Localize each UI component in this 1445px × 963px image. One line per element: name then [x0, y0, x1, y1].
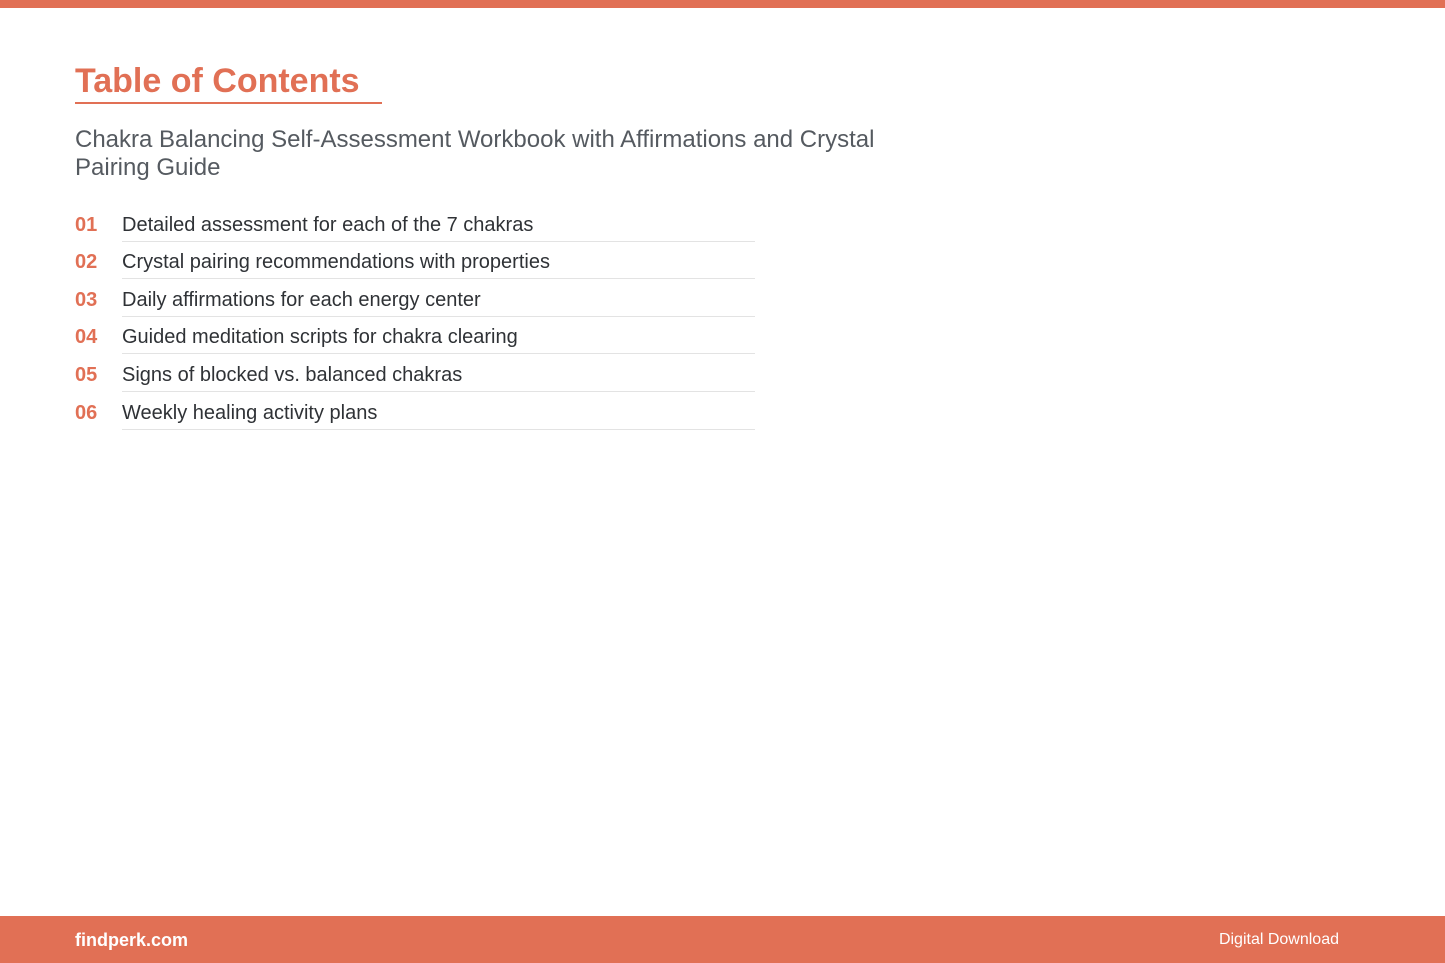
toc-item-number: 02	[75, 251, 98, 274]
toc-list	[75, 204, 755, 430]
toc-item-text: Guided meditation scripts for chakra clearing	[122, 323, 755, 354]
toc-item-text: Weekly healing activity plans	[122, 399, 755, 430]
toc-section	[75, 60, 895, 430]
toc-item-number: 03	[75, 288, 98, 311]
page-title: Table of Contents	[75, 60, 382, 104]
toc-item-number: 01	[75, 213, 98, 236]
toc-item-text: Detailed assessment for each of the 7 chakras	[122, 211, 755, 242]
toc-item-number: 06	[75, 401, 98, 424]
toc-item	[75, 317, 755, 355]
footer-brand: findperk.com	[75, 930, 189, 950]
document-subtitle: Chakra Balancing Self-Assessment Workbook with Affirmations and Crystal Pairing Guide	[75, 126, 875, 181]
toc-item	[75, 354, 755, 392]
toc-item	[75, 242, 755, 280]
top-accent-bar	[0, 0, 1445, 8]
toc-item-text: Signs of blocked vs. balanced chakras	[122, 361, 755, 392]
toc-item	[75, 204, 755, 242]
toc-item-number: 05	[75, 363, 98, 386]
toc-item	[75, 392, 755, 430]
toc-item-number: 04	[75, 326, 98, 349]
toc-item-text: Crystal pairing recommendations with properties	[122, 248, 755, 279]
footer-label: Digital Download	[1218, 931, 1339, 948]
toc-item-text: Daily affirmations for each energy center	[122, 286, 755, 317]
toc-item	[75, 279, 755, 317]
footer-bar	[0, 916, 1445, 963]
